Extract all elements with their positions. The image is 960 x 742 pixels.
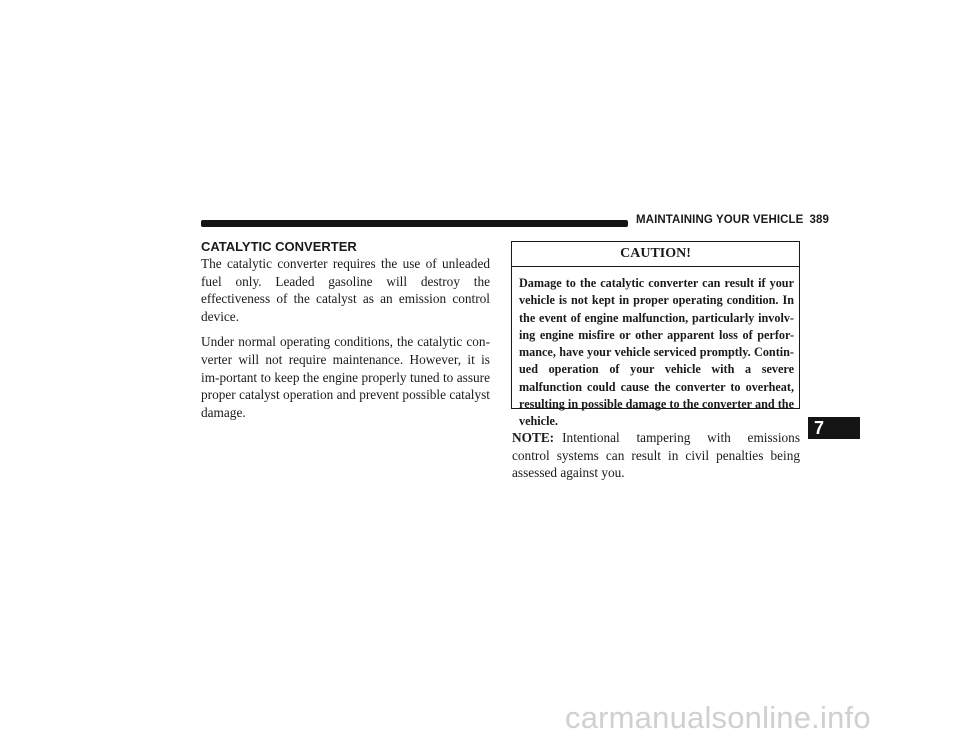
section-title: CATALYTIC CONVERTER [201, 239, 357, 254]
chapter-tab [808, 417, 860, 439]
chapter-number: 7 [814, 418, 825, 438]
caution-body: Damage to the catalytic converter can result if your vehicle is not kept in proper operating condition. In the event of engine malfunction, particularly involv-ing engine misfire or other apparent loss of perfor-mance, have your vehicle serviced promptly. Contin-ued operation of your vehicle with a severe malfunction could cause the converter to overheat, resulting in possible damage to the converter and the vehicle. [519, 276, 794, 429]
note-label: NOTE: [512, 430, 555, 445]
note-paragraph [512, 429, 800, 482]
running-header [636, 214, 829, 226]
header-rule [201, 220, 628, 227]
caution-title: CAUTION! [512, 242, 799, 267]
caution-box [511, 241, 800, 429]
left-column [201, 238, 490, 421]
page-number: 389 [809, 214, 829, 226]
paragraph-unleaded-fuel: The catalytic converter requires the use of unleaded fuel only. Leaded gasoline will destroy the effectiveness of the catalyst as an emission control device. [201, 256, 490, 324]
section-header-title: MAINTAINING YOUR VEHICLE [636, 214, 804, 226]
paragraph-maintenance: Under normal operating conditions, the catalytic con-verter will not require maintenance. However, it is im-portant to keep the engine properly tuned to assure proper catalyst operation and prevent possible catalyst damage. [201, 334, 490, 420]
note-text: Intentional tampering with emissions control systems can result in civil penalties being assessed against you. [512, 430, 800, 481]
watermark: carmanualsonline.info [565, 700, 871, 735]
